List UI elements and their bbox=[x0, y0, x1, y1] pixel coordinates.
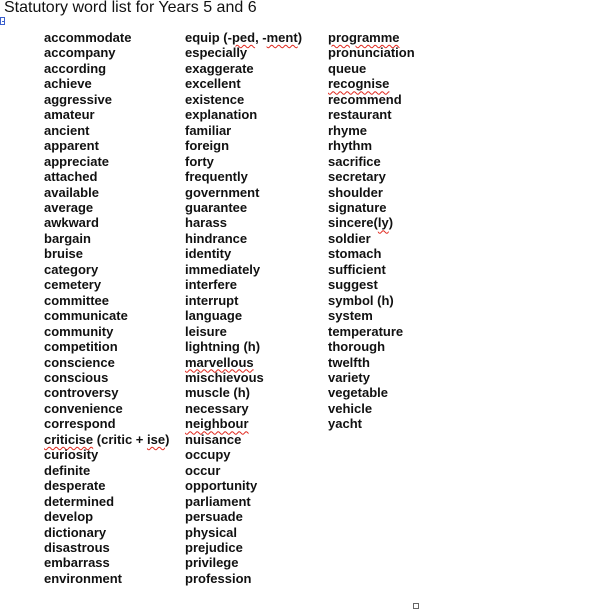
word-item: thorough bbox=[328, 339, 386, 355]
word-item: average bbox=[44, 199, 94, 215]
word-item: hindrance bbox=[185, 230, 248, 246]
word-item: twelfth bbox=[328, 354, 370, 370]
table-move-handle-icon[interactable] bbox=[0, 17, 5, 25]
word-item: recognise bbox=[328, 76, 390, 92]
word-item: stomach bbox=[328, 246, 382, 262]
word-item: achieve bbox=[44, 76, 92, 92]
word-item: accommodate bbox=[44, 30, 132, 45]
word-item: apparent bbox=[44, 138, 99, 154]
word-item: attached bbox=[44, 169, 98, 185]
word-item: soldier bbox=[328, 230, 371, 246]
word-item: variety bbox=[328, 369, 370, 385]
word-item: explanation bbox=[185, 107, 258, 123]
word-item: curiosity bbox=[44, 447, 99, 463]
word-item: rhyme bbox=[328, 122, 368, 138]
word-item: occupy bbox=[185, 447, 231, 463]
word-list-column-2 bbox=[185, 30, 302, 586]
word-item: interfere bbox=[185, 277, 238, 293]
word-item: marvellous bbox=[185, 354, 254, 370]
word-item: muscle (h) bbox=[185, 385, 251, 401]
word-item: identity bbox=[185, 246, 232, 262]
word-item: available bbox=[44, 184, 99, 200]
word-item: yacht bbox=[328, 416, 362, 432]
word-item: sufficient bbox=[328, 261, 386, 277]
word-item: committee bbox=[44, 292, 110, 308]
word-item: cemetery bbox=[44, 277, 102, 293]
word-item: profession bbox=[185, 570, 252, 586]
word-item: temperature bbox=[328, 323, 404, 339]
word-item: develop bbox=[44, 509, 94, 525]
word-item: neighbour bbox=[185, 416, 249, 432]
word-item: competition bbox=[44, 339, 118, 355]
word-item: conscious bbox=[44, 369, 109, 385]
word-item: privilege bbox=[185, 555, 239, 571]
word-item: rhythm bbox=[328, 138, 373, 154]
word-item: shoulder bbox=[328, 184, 383, 200]
word-item: language bbox=[185, 308, 243, 324]
word-list-column-3 bbox=[328, 30, 415, 432]
word-item: foreign bbox=[185, 138, 230, 154]
word-list-column-1 bbox=[44, 30, 169, 586]
word-item: ancient bbox=[44, 122, 90, 138]
word-item: leisure bbox=[185, 323, 227, 339]
word-item: according bbox=[44, 60, 107, 76]
word-item: occur bbox=[185, 462, 221, 478]
word-item: category bbox=[44, 261, 99, 277]
word-item: parliament bbox=[185, 493, 251, 509]
word-item: exaggerate bbox=[185, 60, 254, 76]
word-item: determined bbox=[44, 493, 115, 509]
word-item: disastrous bbox=[44, 539, 110, 555]
word-item: embarrass bbox=[44, 555, 110, 571]
word-item: harass bbox=[185, 215, 227, 231]
word-item: community bbox=[44, 323, 114, 339]
word-item: interrupt bbox=[185, 292, 239, 308]
word-item: criticise (critic + ise) bbox=[44, 431, 170, 447]
word-item: controversy bbox=[44, 385, 119, 401]
word-item: bruise bbox=[44, 246, 84, 262]
word-item: symbol (h) bbox=[328, 292, 394, 308]
word-item: correspond bbox=[44, 416, 116, 432]
word-item: government bbox=[185, 184, 260, 200]
word-item: forty bbox=[185, 153, 214, 169]
word-item: lightning (h) bbox=[185, 339, 261, 355]
word-item: awkward bbox=[44, 215, 99, 231]
word-item: queue bbox=[328, 60, 367, 76]
word-item: persuade bbox=[185, 509, 243, 525]
word-item: physical bbox=[185, 524, 238, 540]
word-item: equip (-ped, -ment) bbox=[185, 30, 303, 45]
word-item: sacrifice bbox=[328, 153, 381, 169]
word-item: amateur bbox=[44, 107, 95, 123]
word-item: communicate bbox=[44, 308, 128, 324]
word-item: excellent bbox=[185, 76, 241, 92]
word-item: accompany bbox=[44, 45, 116, 61]
word-item: necessary bbox=[185, 400, 249, 416]
word-item: prejudice bbox=[185, 539, 243, 555]
word-item: signature bbox=[328, 199, 387, 215]
word-item: restaurant bbox=[328, 107, 392, 123]
word-item: convenience bbox=[44, 400, 123, 416]
word-item: sincere(ly) bbox=[328, 215, 394, 231]
word-item: immediately bbox=[185, 261, 261, 277]
page-title: Statutory word list for Years 5 and 6 bbox=[4, 0, 257, 16]
word-item: nuisance bbox=[185, 431, 242, 447]
word-item: conscience bbox=[44, 354, 115, 370]
word-item: suggest bbox=[328, 277, 378, 293]
word-item: pronunciation bbox=[328, 45, 415, 61]
word-item: appreciate bbox=[44, 153, 110, 169]
word-item: opportunity bbox=[185, 478, 258, 494]
word-item: guarantee bbox=[185, 199, 248, 215]
word-item: programme bbox=[328, 30, 400, 45]
word-item: desperate bbox=[44, 478, 106, 494]
word-item: frequently bbox=[185, 169, 248, 185]
word-item: definite bbox=[44, 462, 91, 478]
word-item: environment bbox=[44, 570, 123, 586]
word-item: aggressive bbox=[44, 91, 112, 107]
word-item: recommend bbox=[328, 91, 402, 107]
word-item: especially bbox=[185, 45, 248, 61]
word-item: familiar bbox=[185, 122, 232, 138]
end-of-cell-marker-icon bbox=[413, 603, 419, 609]
word-item: system bbox=[328, 308, 373, 324]
word-item: mischievous bbox=[185, 369, 264, 385]
word-item: existence bbox=[185, 91, 245, 107]
word-item: vegetable bbox=[328, 385, 388, 401]
word-item: secretary bbox=[328, 169, 386, 185]
word-item: bargain bbox=[44, 230, 91, 246]
word-item: dictionary bbox=[44, 524, 107, 540]
word-item: vehicle bbox=[328, 400, 373, 416]
